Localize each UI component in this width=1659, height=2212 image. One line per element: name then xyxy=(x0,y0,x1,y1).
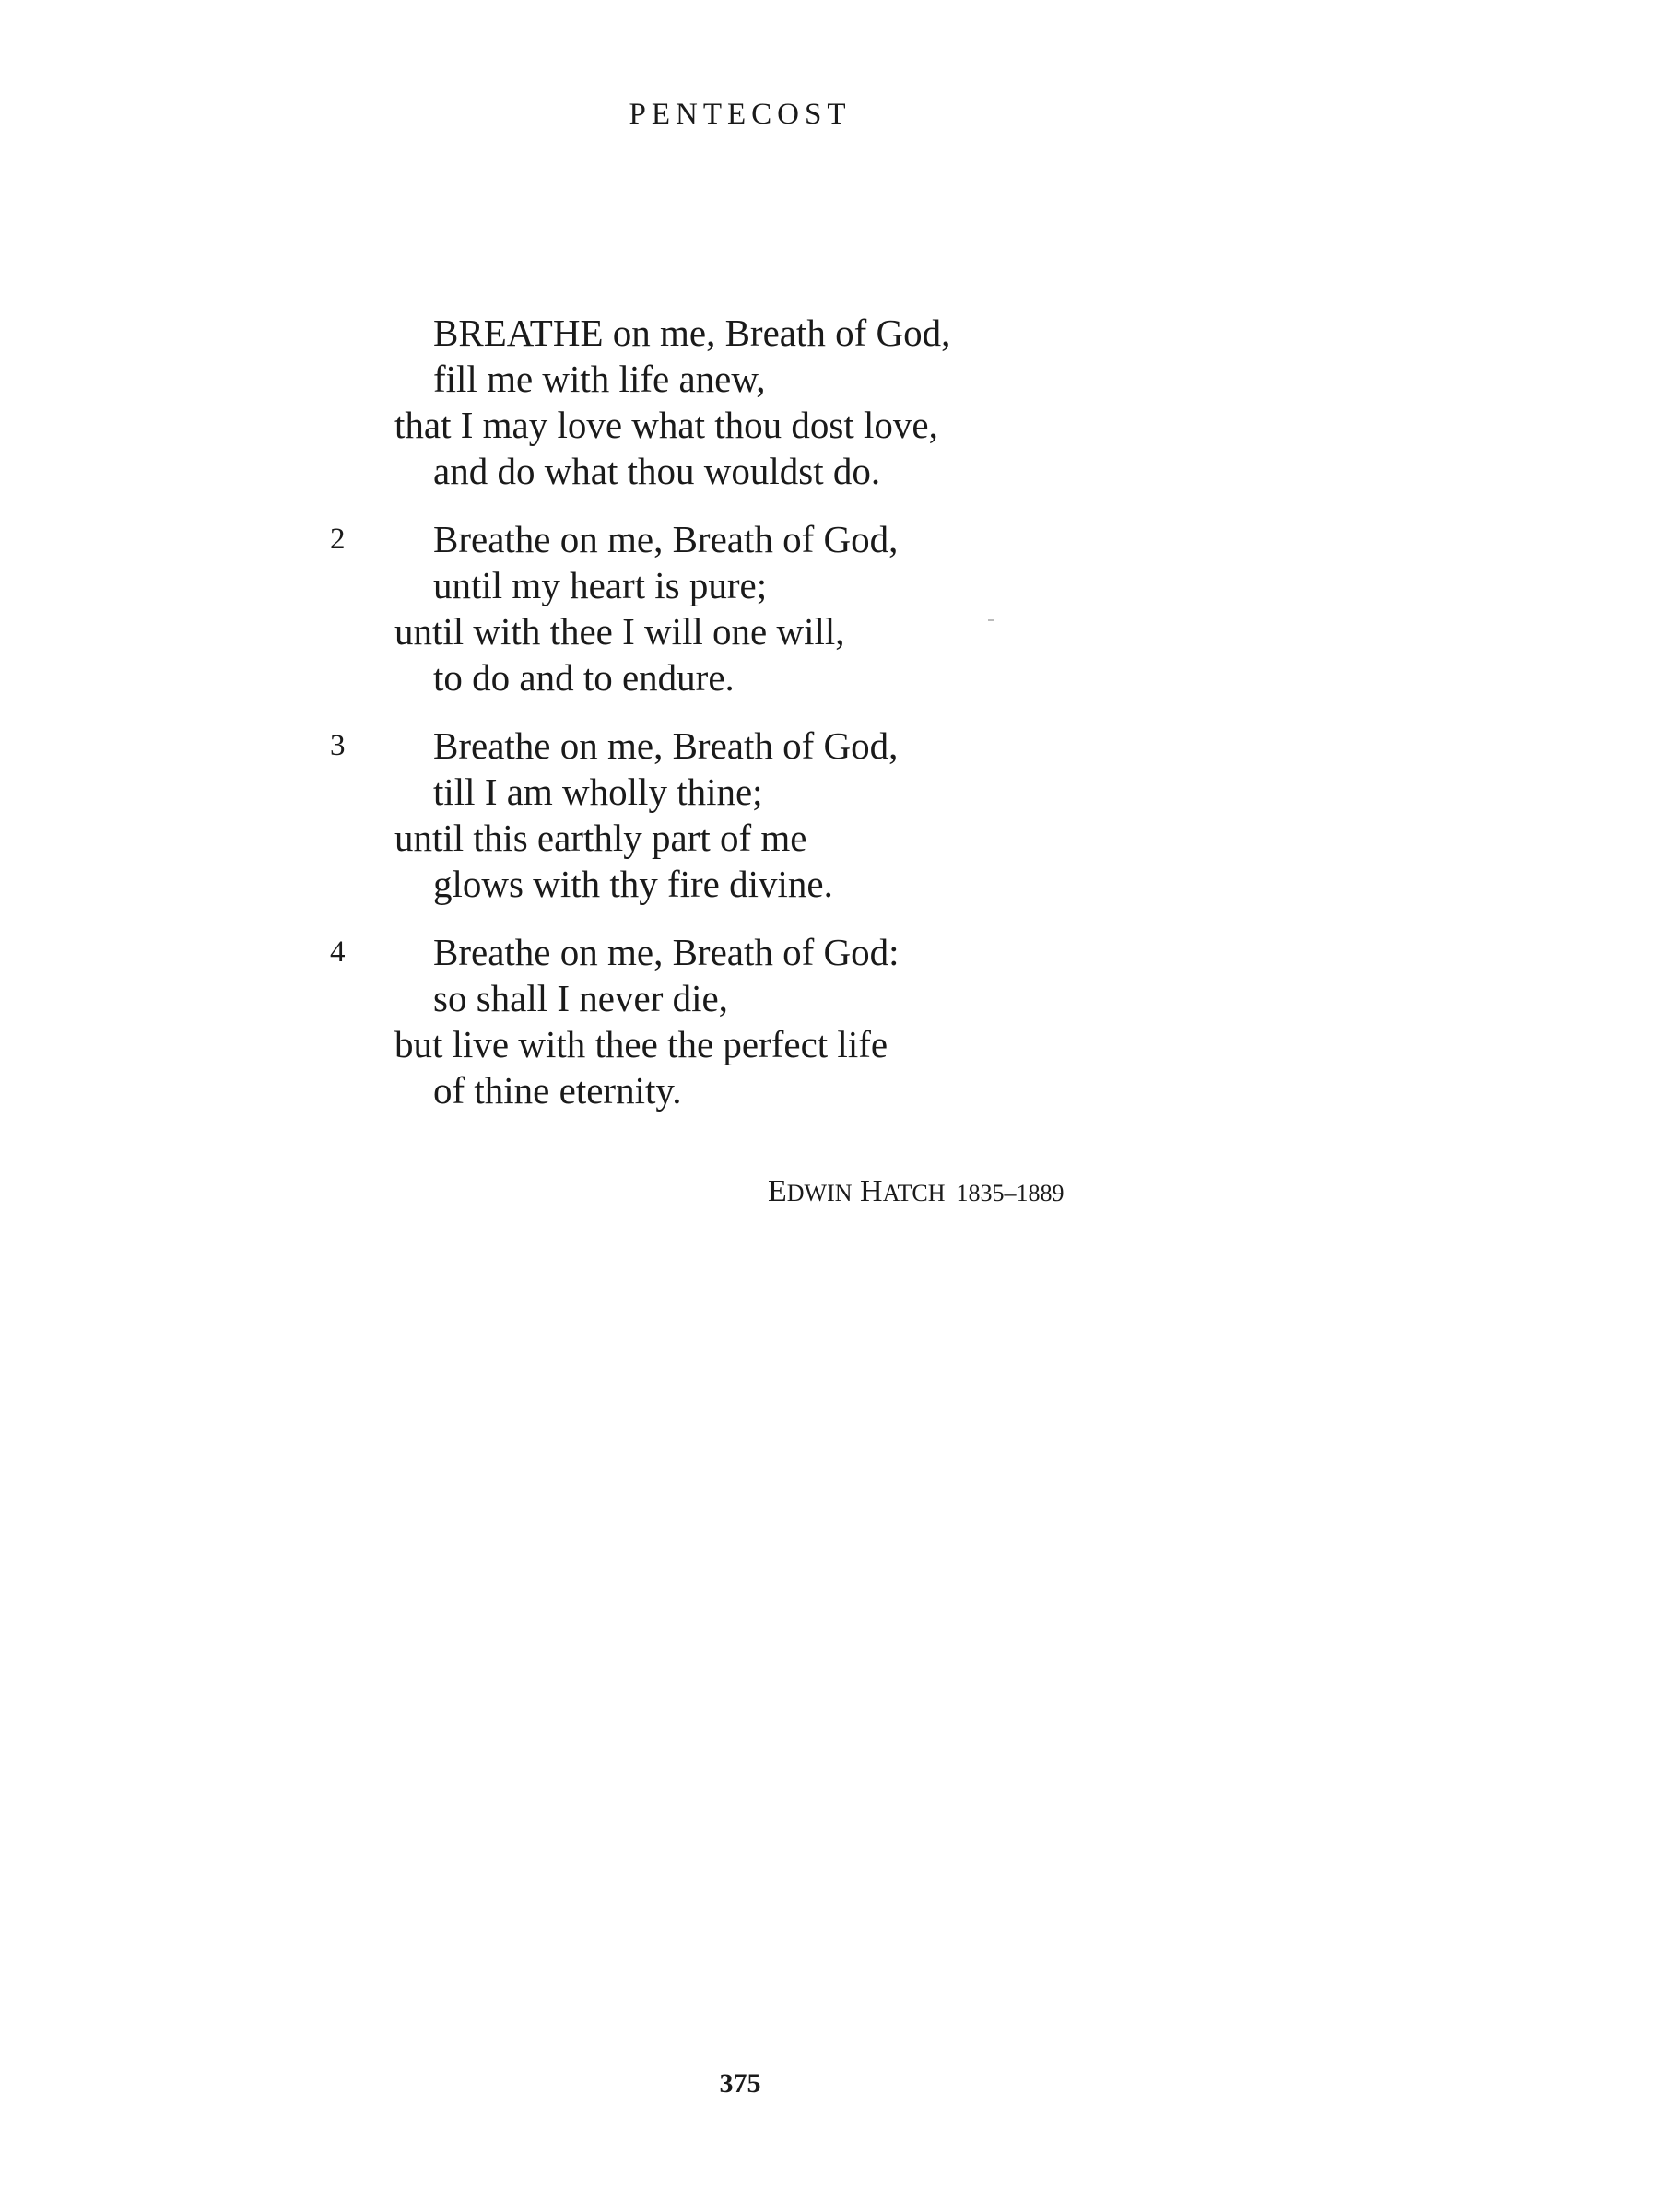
verse-2-line-4: to do and to endure. xyxy=(433,656,735,699)
author-dates: 1835–1889 xyxy=(956,1180,1065,1206)
running-title: PENTECOST xyxy=(629,98,852,131)
author-attribution xyxy=(768,1173,1065,1212)
author-first-rest: DWIN xyxy=(786,1180,853,1206)
verse-1-line-2: fill me with life anew, xyxy=(433,358,766,400)
verse-4-line-4: of thine eternity. xyxy=(433,1069,682,1112)
verse-3-line-4: glows with thy fire divine. xyxy=(433,863,833,905)
page-number: 375 xyxy=(719,2068,761,2099)
verse-2-line-2: until my heart is pure; xyxy=(433,564,768,606)
verse-4-number: 4 xyxy=(330,935,346,969)
author-first-initial: E xyxy=(768,1174,787,1208)
verse-4-line-2: so shall I never die, xyxy=(433,977,728,1019)
verse-4-line-1: Breathe on me, Breath of God: xyxy=(433,931,900,973)
verse-4-line-3: but live with thee the perfect life xyxy=(394,1023,888,1065)
verse-1-line-3: that I may love what thou dost love, xyxy=(394,404,938,446)
verse-3-line-1: Breathe on me, Breath of God, xyxy=(433,724,899,767)
verse-2-number: 2 xyxy=(330,523,346,556)
verse-3-line-3: until this earthly part of me xyxy=(394,817,807,859)
verse-1-line-4: and do what thou wouldst do. xyxy=(433,450,881,492)
scan-speck xyxy=(988,619,994,621)
verse-3-number: 3 xyxy=(330,729,346,762)
verse-1-line-1: BREATHE on me, Breath of God, xyxy=(433,312,951,354)
author-last-initial: H xyxy=(860,1174,883,1208)
verse-3-line-2: till I am wholly thine; xyxy=(433,771,763,813)
verse-2-line-1: Breathe on me, Breath of God, xyxy=(433,518,899,560)
verse-2-line-3: until with thee I will one will, xyxy=(394,610,845,653)
author-last-rest: ATCH xyxy=(882,1180,946,1206)
